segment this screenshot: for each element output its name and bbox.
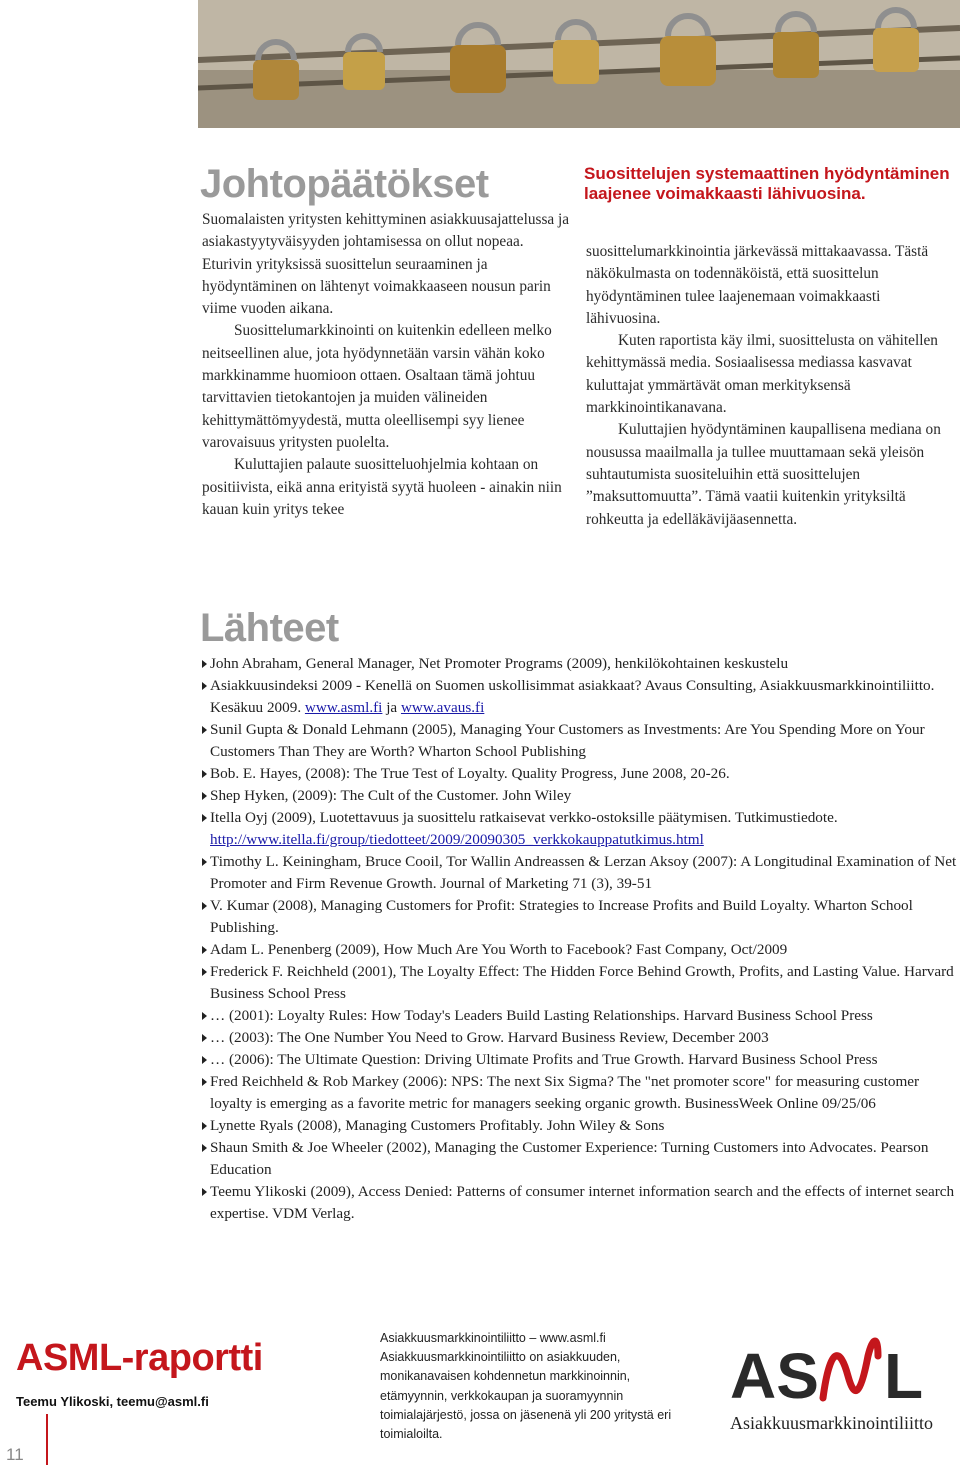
reference-text: Bob. E. Hayes, (2008): The True Test of Loyalty. Quality Progress, June 2008, 20-26. [210,765,730,782]
reference-item [202,1137,960,1181]
reference-text: John Abraham, General Manager, Net Promoter Programs (2009), henkilökohtainen keskustelu [210,655,789,672]
conclusions-heading: Johtopäätökset [200,162,489,206]
triangle-bullet-icon [202,1122,207,1130]
triangle-bullet-icon [202,946,207,954]
itella-link[interactable]: http://www.itella.fi/group/tiedotteet/2009/20090305_verkkokauppatutkimus.html [210,831,704,848]
triangle-bullet-icon [202,968,207,976]
reference-text: V. Kumar (2008), Managing Customers for Profit: Strategies to Increase Profits and Build Loyalty. Wharton School Publishing. [210,897,913,936]
triangle-bullet-icon [202,682,207,690]
conclusions-left-column [202,209,574,521]
reference-text: Asiakkuusindeksi 2009 - Kenellä on Suomen uskollisimmat asiakkaat? Avaus Consulting, Asiakkuusmarkkinointiliitto. Kesäkuu 2009. [210,677,935,716]
reference-item [202,895,960,939]
reference-item [202,1049,960,1071]
reference-text: … (2006): The Ultimate Question: Driving Ultimate Profits and True Growth. Harvard Business School Press [210,1051,878,1068]
reference-item [202,1181,960,1225]
reference-text: … (2001): Loyalty Rules: How Today's Leaders Build Lasting Relationships. Harvard Business School Press [210,1007,873,1024]
padlocks-photo [198,0,960,128]
triangle-bullet-icon [202,1056,207,1064]
reference-item [202,1005,960,1027]
reference-item [202,1115,960,1137]
reference-text: Teemu Ylikoski (2009), Access Denied: Patterns of consumer internet information search and the effects of internet search expertise. VDM Verlag. [210,1183,955,1222]
svg-text:L: L [884,1340,924,1412]
triangle-bullet-icon [202,814,207,822]
divider [46,1414,48,1465]
conclusions-paragraph: Suosittelumarkkinointi on kuitenkin edelleen melko neitseellinen alue, jota hyödynnetään varsin vähän koko markkinamme huomioon ottaen. Osaltaan tämä johtuu tarvittavien tietokantojen ja muiden välineiden kehittymättömyydestä, mutta oleellisempi syy lienee varovaisuus yritysten puolelta. [202,322,552,451]
reference-text: Lynette Ryals (2008), Managing Customers Profitably. John Wiley & Sons [210,1117,665,1134]
triangle-bullet-icon [202,792,207,800]
triangle-bullet-icon [202,1188,207,1196]
conclusions-paragraph: Suomalaisten yritysten kehittyminen asiakkuusajattelussa ja asiakastyytyväisyyden johtamisessa on ollut nopeaa. Eturivin yrityksissä suosittelun seuraaminen ja hyödyntäminen on lähtenyt voimakkaaseen nousun parin viime vuoden aikana. [202,211,570,318]
logo-tagline: Asiakkuusmarkkinointiliitto [730,1413,933,1433]
author-line: Teemu Ylikoski, teemu@asml.fi [16,1394,209,1409]
triangle-bullet-icon [202,660,207,668]
reference-text: Itella Oyj (2009), Luotettavuus ja suosittelu ratkaisevat verkko-ostoksille päätymisen. Tutkimustiedote. [210,809,838,826]
triangle-bullet-icon [202,770,207,778]
info-line: Asiakkuusmarkkinointiliitto – www.asml.fi [380,1331,606,1345]
triangle-bullet-icon [202,1078,207,1086]
reference-text: Frederick F. Reichheld (2001), The Loyalty Effect: The Hidden Force Behind Growth, Profits, and Lasting Value. Harvard Business School Press [210,963,954,1002]
reference-item [202,939,960,961]
triangle-bullet-icon [202,1034,207,1042]
reference-item [202,719,960,763]
reference-text: … (2003): The One Number You Need to Grow. Harvard Business Review, December 2003 [210,1029,769,1046]
reference-item [202,1027,960,1049]
conclusions-subheading: Suosittelujen systemaattinen hyödyntäminen laajenee voimakkaasti lähivuosina. [584,164,950,203]
reference-item [202,763,960,785]
svg-text:AS: AS [730,1340,819,1412]
reference-text: Shaun Smith & Joe Wheeler (2002), Managing the Customer Experience: Turning Customers into Advocates. Pearson Education [210,1139,929,1178]
conclusions-paragraph: Kuluttajien hyödyntäminen kaupallisena mediana on nousussa maailmalla ja tullee muuttamaan sekä yleisön suhtautumista suositeluihin että suosittelujen ”maksuttomuutta”. Tämä vaatii kuitenkin yrityksiltä rohkeutta ja edelläkävijäasennetta. [586,421,941,528]
avaus-link[interactable]: www.avaus.fi [400,699,485,716]
reference-text: Sunil Gupta & Donald Lehmann (2005), Managing Your Customers as Investments: Are You Spending More on Your Customers Than They are Worth? Wharton School Publishing [210,721,925,760]
triangle-bullet-icon [202,1144,207,1152]
reference-text: Adam L. Penenberg (2009), How Much Are You Worth to Facebook? Fast Company, Oct/2009 [210,941,788,958]
reference-item [202,653,960,675]
conclusions-paragraph: Kuten raportista käy ilmi, suosittelusta on vähitellen kehittymässä media. Sosiaalisessa mediassa kasvavat kuluttajat ymmärtävät oman merkityksensä markkinointikanavana. [586,332,938,417]
reference-item [202,1071,960,1115]
conclusions-paragraph: Kuluttajien palaute suositteluohjelmia kohtaan on positiivista, eikä anna erityistä syytä huoleen - ainakin niin kauan kuin yritys tekee [202,456,562,518]
info-line: Asiakkuusmarkkinointiliitto on asiakkuuden, monikanavaisen kohdennetun markkinoinnin, etämyynnin, verkkokaupan ja suoramyynnin toimialajärjestö, jossa on jäsenenä yli 200 yritystä eri toimialoilta. [380,1350,672,1442]
reference-item [202,961,960,1005]
reference-item [202,807,960,851]
sources-list [202,653,960,1225]
reference-text: Fred Reichheld & Rob Markey (2006): NPS: The next Six Sigma? The "net promoter score" for measuring customer loyalty is emerging as a favorite metric for managers seeking organic growth. BusinessWeek Online 09/25/06 [210,1073,920,1112]
reference-text: Timothy L. Keiningham, Bruce Cooil, Tor Wallin Andreassen & Lerzan Aksoy (2007): A Longitudinal Examination of Net Promoter and Firm Revenue Growth. Journal of Marketing 71 (3), 39-51 [210,853,957,892]
asml-link[interactable]: www.asml.fi [304,699,383,716]
report-title: ASML-raportti [16,1337,263,1379]
reference-item [202,851,960,895]
conclusions-right-column [586,241,958,531]
reference-text: Shep Hyken, (2009): The Cult of the Customer. John Wiley [210,787,572,804]
reference-item [202,675,960,719]
page-number: 11 [6,1445,24,1464]
reference-text: ja [382,699,401,716]
association-info [380,1329,680,1444]
triangle-bullet-icon [202,726,207,734]
sources-heading: Lähteet [200,606,339,650]
triangle-bullet-icon [202,1012,207,1020]
triangle-bullet-icon [202,858,207,866]
conclusions-paragraph: suosittelumarkkinointia järkevässä mittakaavassa. Tästä näkökulmasta on todennäköistä, että suosittelun hyödyntäminen tulee laajenemaan voimakkaasti lähivuosina. [586,243,929,327]
reference-item [202,785,960,807]
triangle-bullet-icon [202,902,207,910]
